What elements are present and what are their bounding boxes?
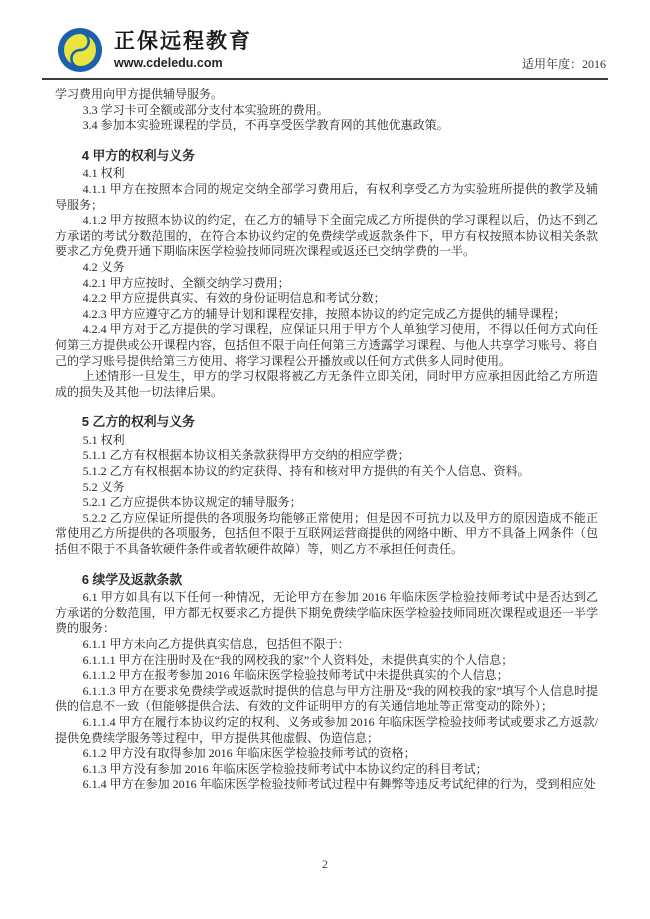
section-heading: 4 甲方的权利与义务 [81, 147, 195, 163]
clause-paragraph: 6.1.4 甲方在参加 2016 年临床医学检验技师考试过程中有舞弊等违反考试纪律的行为，受到相应处 [82, 777, 596, 792]
clause-paragraph: 4.1.1 甲方在按照本合同的规定交纳全部学习费用后，有权利享受乙方为实验班所提供的教学及辅导服务； [55, 181, 598, 212]
brand-name: 正保远程教育 [114, 30, 252, 54]
brand-text [114, 30, 252, 69]
page-header [0, 0, 650, 73]
clause-paragraph: 学习费用向甲方提供辅导服务。 [55, 87, 224, 101]
clause-paragraph: 6.1.1.4 甲方在履行本协议约定的权利、义务或参加 2016 年临床医学检验技师考试或要求乙方返款/提供免费续学服务等过程中，甲方提供其他虚假、伪造信息； [55, 714, 598, 745]
clause-paragraph: 6.1.1 甲方未向乙方提供真实信息，包括但不限于： [82, 637, 350, 651]
clause-paragraph: 5.2 义务 [82, 479, 125, 494]
clause-paragraph: 上述情形一旦发生，甲方的学习权限将被乙方无条件立即关闭，同时甲方应承担因此给乙方所造成的损失及其他一切法律后果。 [55, 369, 598, 399]
clause-paragraph: 4.2 义务 [82, 259, 125, 274]
clause-paragraph: 5.1.1 乙方有权根据本协议相关条款获得甲方交纳的相应学费； [82, 448, 410, 463]
company-logo-icon [57, 27, 103, 73]
document-body [0, 80, 650, 793]
clause-paragraph: 5.1.2 乙方有权根据本协议的约定获得、持有和核对甲方提供的有关个人信息、资料。 [82, 464, 530, 479]
clause-paragraph: 3.3 学习卡可全额或部分支付本实验班的费用。 [82, 102, 329, 117]
clause-paragraph: 4.1.2 甲方按照本协议的约定，在乙方的辅导下全面完成乙方所提供的学习课程以后，仍达不到乙方承诺的考试分数范围的，在符合本协议约定的免费续学或返款条件下，甲方有权按照本协议相关条款要求乙方免费开通下期临床医学检验技师同班次课程或返还已交纳学费的一半。 [55, 213, 598, 259]
clause-paragraph: 6.1.3 甲方没有参加 2016 年临床医学检验技师考试中本协议约定的科目考试； [82, 761, 488, 776]
brand-url: www.cdeledu.com [114, 55, 223, 70]
clause-paragraph: 6.1.1.2 甲方在报考参加 2016 年临床医学检验技师考试中未提供真实的个人信息； [82, 668, 509, 683]
clause-paragraph: 6.1.1.3 甲方在要求免费续学或返款时提供的信息与甲方注册及“我的网校我的家”填写个人信息时提供的信息不一致（但能够提供合法、有效的文件证明甲方的有关通信地址等正常变动的除外）； [55, 683, 598, 714]
clause-paragraph: 6.1.1.1 甲方在注册时及在“我的网校我的家”个人资料处，未提供真实的个人信息； [82, 652, 514, 667]
applicable-year-label: 适用年度：2016 [521, 57, 606, 71]
clause-paragraph: 3.4 参加本实验班课程的学员，不再享受医学教育网的其他优惠政策。 [82, 118, 449, 133]
clause-paragraph: 6.1 甲方如具有以下任何一种情况，无论甲方在参加 2016 年临床医学检验技师考试中是否达到乙方承诺的分数范围，甲方都无权要求乙方提供下期免费续学临床医学检验技师同班次课程或退还一半学费的服务： [55, 590, 598, 636]
section-heading: 5 乙方的权利与义务 [81, 414, 195, 430]
clause-paragraph: 5.2.1 乙方应提供本协议规定的辅导服务； [82, 495, 302, 510]
clause-paragraph: 4.2.3 甲方应遵守乙方的辅导计划和课程安排，按照本协议的约定完成乙方提供的辅导课程； [82, 306, 566, 321]
brand [57, 27, 252, 73]
clause-paragraph: 4.2.2 甲方应提供真实、有效的身份证明信息和考试分数； [82, 291, 386, 306]
clause-paragraph: 4.2.1 甲方应按时、全额交纳学习费用； [82, 275, 290, 290]
clause-paragraph: 5.1 权利 [82, 432, 125, 447]
clause-paragraph: 4.2.4 甲方对于乙方提供的学习课程，应保证只用于甲方个人单独学习使用，不得以任何方式向任何第三方提供或公开课程内容，包括但不限于向任何第三方透露学习课程、与他人共享学习账号、将自己的学习账号提供给第三方使用、将学习课程公开播放或以任何方式供多人同时使用。 [55, 322, 598, 368]
clause-paragraph: 6.1.2 甲方没有取得参加 2016 年临床医学检验技师考试的资格； [82, 746, 416, 761]
clause-paragraph: 5.2.2 乙方应保证所提供的各项服务均能够正常使用；但是因不可抗力以及甲方的原因造成不能正常使用乙方所提供的各项服务，包括但不限于互联网运营商提供的网络中断、甲方不具备上网条件（包括但不限于不具备软硬件条件或者软硬件故障）等，则乙方不承担任何责任。 [55, 510, 598, 557]
section-heading: 6 续学及返款条款 [81, 571, 183, 587]
clause-paragraph: 4.1 权利 [82, 166, 125, 181]
page-number: 2 [322, 857, 328, 871]
